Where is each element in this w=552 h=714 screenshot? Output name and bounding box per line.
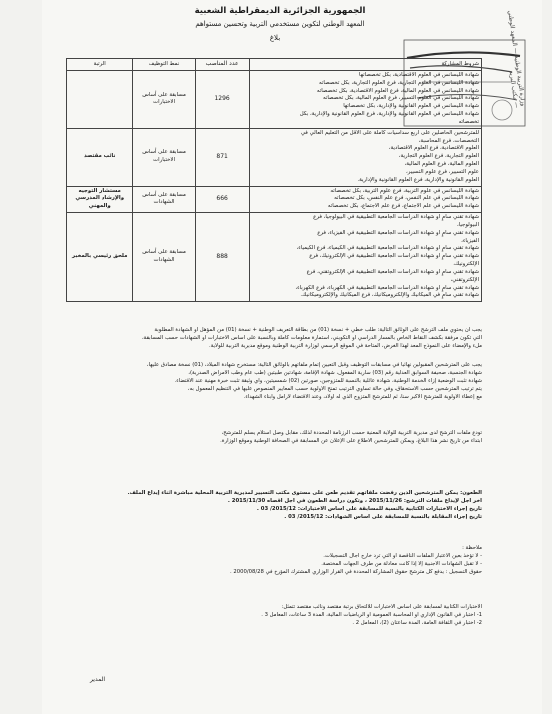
condition-line: شهادة تقني سامٍ أو شهادة الدراسات الجامعية التطبيقية في الإلكترونيك، فرع: [309, 253, 479, 260]
condition-line: شهادة الليسانس في العلوم التجارية، فرع العلوم التجارية، بكل تخصصاته: [319, 79, 479, 86]
condition-line: شهادة الليسانس في علم النفس، فرع علم النفس، بكل تخصصاته: [334, 195, 479, 202]
condition-line: شهادة تقني سامٍ أو شهادة الدراسات الجامعية التطبيقية في الكهرباء، فرع الكهرباء،: [295, 284, 479, 291]
table-row: [67, 71, 482, 129]
condition-line: شهادة تقني سامٍ أو شهادة الدراسات الجامعية التطبيقية في الفيزياء، فرع: [317, 229, 479, 236]
condition-line: شهادة الليسانس في العلوم المالية، فرع العلوم الاقتصادية، بكل تخصصاته: [316, 87, 479, 94]
condition-line: شهادة الليسانس في العلوم القانونية والإدارية، فرع العلوم القانونية والإدارية، بكل: [299, 111, 479, 118]
text-line: يجب أن يحتوي ملف الترشح على الوثائق التالية: طلب خطي + نسخة (01) من بطاقة التعريف الوطنية + نسخة (01) من المؤهل أو الشهادة المطلوبة: [154, 327, 482, 333]
condition-line: البيولوجيا،: [457, 221, 479, 228]
grade-name: ملحق رئيسي بالمخبر: [67, 213, 133, 302]
condition-line: الإلكتروتقني،: [450, 276, 479, 283]
recruitment-mode: مسابقة على أساس الشهادات: [133, 213, 195, 302]
condition-line: العلوم المالية، فرع العلوم المالية،: [404, 161, 479, 168]
text-line: تودع ملفات الترشح لدى مديرية التربية للولاية المعنية حسب الرزنامة المحددة لذلك، مقابل وصل استلام يسلم للمترشح،: [221, 430, 482, 436]
condition-line: شهادة تقني سامٍ أو شهادة الدراسات الجامعية التطبيقية في الإلكتروتقني، فرع: [306, 268, 479, 275]
text-line: التي تكون مرفقة بكشف النقاط الخاص بالمسار الدراسي أو التكويني، استمارة معلومات كاملة وبالنسبة على أساس الاختبارات أو الشهادات حسب المسابقة،: [141, 334, 482, 341]
condition-line: تخصصاته: [458, 118, 479, 125]
table-row: [67, 213, 482, 302]
condition-line: شهادة تقني سامٍ أو شهادة الدراسات الجامعية التطبيقية في الكيمياء، فرع الكيمياء،: [296, 245, 479, 252]
grade-name: [67, 71, 133, 129]
conditions-cell: [249, 213, 481, 302]
positions-count: 888: [195, 213, 249, 302]
text-line: مع إعطاء الأولوية للمترشح الأكبر سناً، ثم للمترشح المتزوج الذي له أولاد، وعند الاقتضاء لأرامل وأبناء الشهداء.: [243, 393, 482, 400]
header-grade: الرتبة: [67, 59, 133, 71]
condition-line: التخصصات، فرع المحاسبة،: [418, 137, 479, 144]
text-line: ملء والإمضاء على النموذج المعد لهذا الغرض، المتاحة في الموقع الرسمي لوزارة التربية الوطنية وموقع مديرية التربية للولاية.: [209, 342, 482, 349]
condition-line: شهادة الليسانس في العلوم الاقتصادية، بكل تخصصاتها: [358, 72, 479, 78]
text-line: ملاحظة :: [462, 545, 482, 551]
condition-line: شهادة الليسانس في العلوم القانونية والإدارية، بكل تخصصاتها: [343, 103, 479, 110]
condition-line: شهادة الليسانس في علم الاجتماع، فرع علم الاجتماع، بكل تخصصاته: [327, 203, 479, 210]
text-line: يتم ترتيب المترشحين حسب الاستحقاق، وفي حالة تساوي الترتيب تمنح الأولوية حسب المعايير المنصوص عليها في التنظيم المعمول به،: [187, 385, 482, 392]
signature: المدير: [90, 676, 106, 683]
paragraph-file-contents: [62, 327, 482, 351]
paragraph-deposit: [62, 430, 482, 446]
header-positions: عدد المناصب: [195, 59, 249, 71]
condition-line: العلوم التجارية، فرع العلوم التجارية،: [398, 153, 479, 160]
positions-count: 666: [195, 186, 249, 212]
paragraph-exams: [62, 604, 482, 628]
text-line: ابتداء من تاريخ نشر هذا البلاغ، ويمكن للمترشحين الاطلاع على الإعلان عن المسابقة في الصحافة الوطنية وموقع الوزارة.: [220, 437, 482, 444]
recruitment-mode: مسابقة على أساس الاختبارات: [133, 128, 195, 186]
republic-header: الجمهورية الجزائرية الديمقراطية الشعبية: [194, 6, 366, 16]
recruitment-mode: مسابقة على أساس الشهادات: [133, 186, 195, 212]
institute-header: المعهد الوطني لتكوين مستخدمي التربية وتحسين مستواهم: [195, 20, 365, 28]
text-line: الطعون: يمكن المترشحين الذين رفضت ملفاتهم تقديم طعن على مستوى مكتب التسيير لمديرية التربية المحلية مباشرة أثناء إيداع الملف.: [127, 490, 482, 496]
text-line: 2- اختبار في الثقافة العامة، المدة ساعتان (2)، المعامل 2 .: [352, 619, 482, 626]
text-line: تاريخ إجراء المقابلة بالنسبة للمسابقة على أساس الشهادات: 2015/12/ 03 .: [284, 513, 482, 520]
conditions-cell: [249, 71, 481, 129]
conditions-cell: [249, 186, 481, 212]
positions-count: 1296: [195, 71, 249, 129]
header-mode: نمط التوظيف: [133, 59, 195, 71]
text-line: يجب على المترشحين المقبولين نهائياً في مسابقات التوظيف وقبل التعيين إتمام ملفاتهم بالوثائق التالية: مستخرج شهادة الميلاد، (01) نسخة مصادق عليها،: [146, 362, 482, 368]
paragraph-final-documents: [62, 362, 482, 402]
text-line: - لا تقبل الشهادات الأجنبية إلا إذا كانت معادلة من طرف الجهات المختصة.: [321, 560, 482, 567]
condition-line: شهادة تقني سامٍ أو شهادة الدراسات الجامعية التطبيقية في البيولوجيا، فرع: [313, 214, 479, 221]
positions-table: [66, 58, 482, 302]
text-line: حقوق التسجيل : يدفع كل مترشح حقوق المشاركة المحددة في القرار الوزاري المشترك المؤرخ في 2000/08/28 .: [229, 568, 482, 575]
condition-line: الفيزياء،: [461, 237, 479, 244]
condition-line: العلوم الاقتصادية، فرع العلوم الاقتصادية،: [388, 145, 479, 152]
text-line: شهادة الجنسية، صحيفة السوابق العدلية رقم (03) سارية المفعول، شهادة الإقامة، شهادتين طبيتين (طب عام وطب الأمراض الصدرية)،: [188, 369, 482, 376]
text-line: شهادة تثبت الوضعية إزاء الخدمة الوطنية، شهادة عائلية بالنسبة للمتزوجين، صورتين (02) شمسيتين، وأي وثيقة تثبت خبرة مهنية عند الاقتضاء.: [174, 377, 482, 384]
condition-line: شهادة تقني سامٍ في الميكانيك والإلكتروميكانيك، فرع الميكانيك والإلكتروميكانيك.: [300, 292, 479, 299]
header-conditions: شروط المشاركة: [249, 59, 481, 71]
paragraph-dates: [62, 490, 482, 522]
table-row: [67, 186, 482, 212]
conditions-cell: [249, 128, 481, 186]
text-line: تاريخ إجراء الاختبارات الكتابية بالنسبة للمسابقة على أساس الاختبارات: 2015/12/ 03 .: [256, 505, 482, 512]
announcement-title: بلاغ: [269, 34, 281, 42]
table-row: [67, 128, 482, 186]
text-line: 1- اختبار في القانون الإداري أو المحاسبة العمومية أو الرياضيات المالية، المدة 3 ساعات، المعامل 3 .: [261, 611, 482, 618]
text-line: الاختبارات الكتابية لمسابقة على أساس الاختبارات للالتحاق برتبة مقتصد ونائب مقتصد تتمثل:: [281, 604, 482, 610]
text-line: - لا تؤخذ بعين الاعتبار الملفات الناقصة أو التي ترد خارج آجال التسجيلات.: [323, 552, 482, 559]
condition-line: شهادة الليسانس في علوم التربية، فرع علوم التربية، بكل تخصصاته: [330, 187, 479, 194]
recruitment-mode: مسابقة على أساس الاختبارات: [133, 71, 195, 129]
stamp-caption: وزارة التربية الوطنية — المعهد الوطني — مكتب البريد: [506, 10, 527, 108]
condition-line: للمترشحين الحاصلين على أربع سداسيات كاملة على الأقل من التعليم العالي في: [300, 129, 479, 136]
condition-line: شهادة الليسانس في العلوم التسيير، فرع العلوم المالية، بكل تخصصاته: [322, 95, 479, 102]
text-line: آخر أجل لإيداع ملفات الترشح: 2015/11/26 ، وتكون دراسة الطعون في أجل أقصاه 2015/11/30 .: [227, 497, 482, 504]
paragraph-notes: [62, 545, 482, 577]
positions-count: 871: [195, 128, 249, 186]
condition-line: العلوم القانونية والإدارية، فرع العلوم القانونية والإدارية.: [357, 176, 479, 183]
grade-name: نائب مقتصد: [67, 128, 133, 186]
grade-name: مستشار التوجيه والإرشاد المدرسي والمهني: [67, 186, 133, 212]
condition-line: علوم التسيير، فرع علوم التسيير،: [406, 168, 479, 175]
condition-line: الإلكترونيك،: [453, 261, 479, 268]
